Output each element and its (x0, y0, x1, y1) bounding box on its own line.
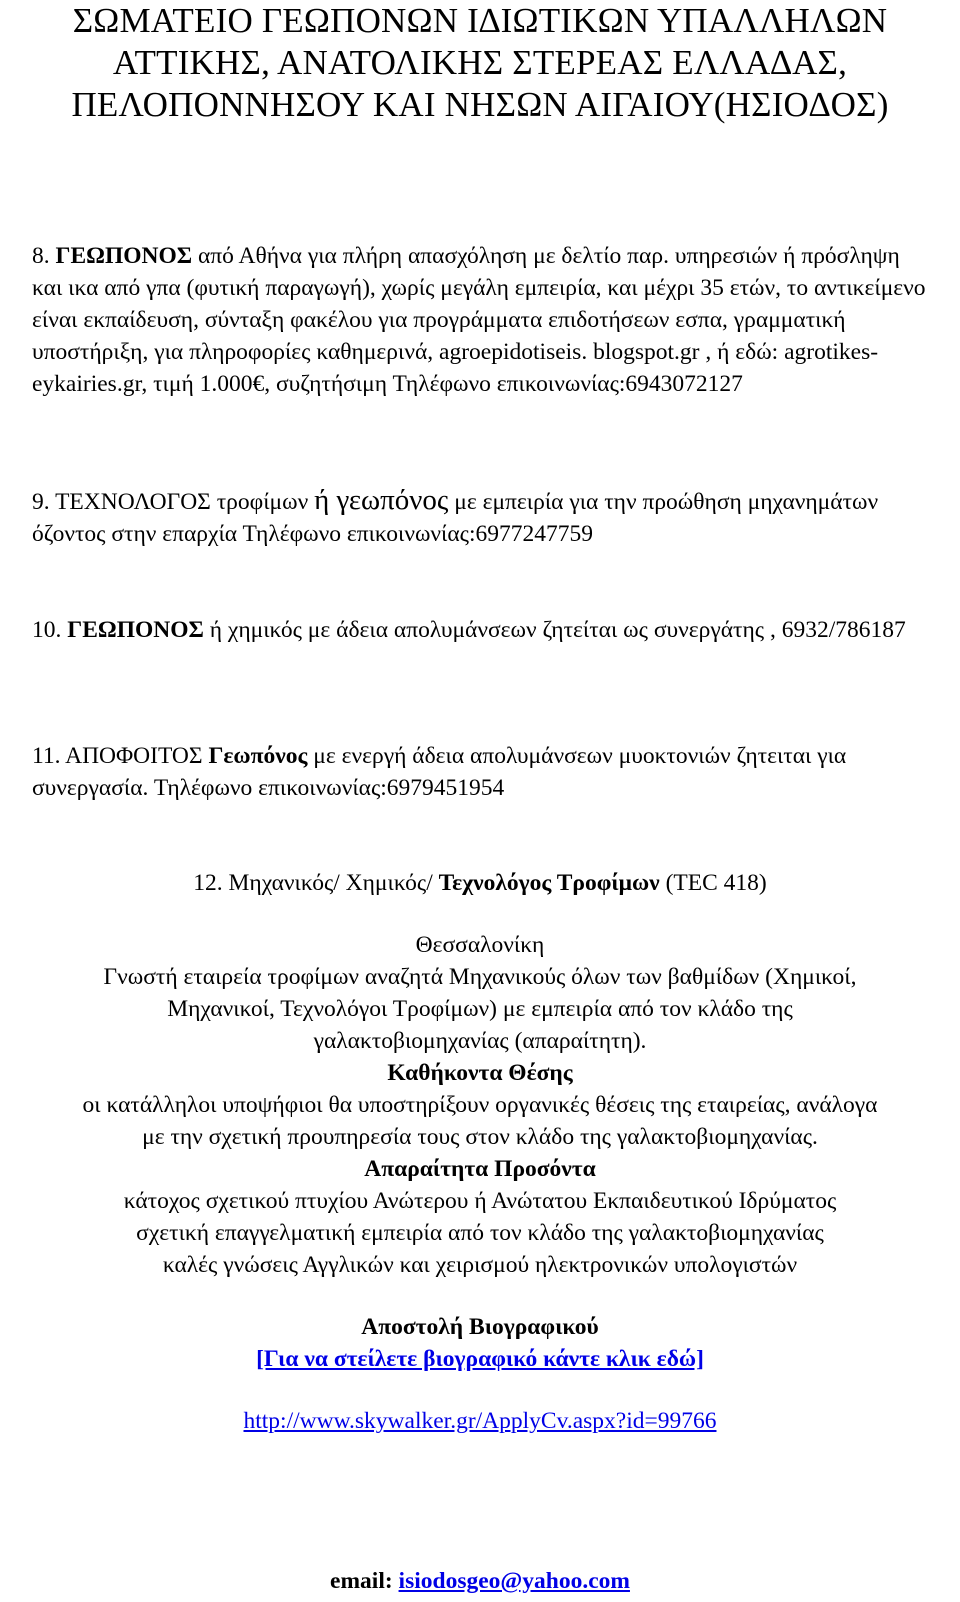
job-12-intro-line: Γνωστή εταιρεία τροφίμων αναζητά Μηχανικούς όλων των βαθμίδων (Χημικοί, (103, 964, 857, 990)
job-12-prefix: 12. Μηχανικός/ Χημικός/ (193, 870, 439, 896)
cv-apply-link[interactable]: [Για να στείλετε βιογραφικό κάντε κλικ εδώ] (256, 1346, 704, 1372)
job-12-code: (TEC 418) (659, 870, 767, 896)
job-title: Γεωπόνος (208, 743, 308, 769)
job-title: ΓΕΩΠΟΝΟΣ (55, 243, 193, 269)
cv-apply-link-row (0, 1343, 960, 1375)
union-title-line-3: ΠΕΛΟΠΟΝΝΗΣΟΥ ΚΑΙ ΝΗΣΩΝ ΑΙΓΑΙΟΥ(ΗΣΙΟ∆ΟΣ) (71, 85, 889, 124)
email-link[interactable]: isiodosgeo@yahoo.com (398, 1568, 630, 1594)
job-item-11 (32, 740, 932, 804)
duties-line: με την σχετική προυπηρεσία τους στον κλάδο της γαλακτοβιομηχανίας. (142, 1124, 818, 1150)
requirement-line: καλές γνώσεις Αγγλικών και χειρισμού ηλεκτρονικών υπολογιστών (162, 1252, 798, 1278)
job-12-intro-line: γαλακτοβιομηχανίας (απαραίτητη). (313, 1028, 647, 1054)
item-number: 8. (32, 243, 50, 269)
apply-url-row (0, 1405, 960, 1437)
job-label: ΑΠΟΦΟΙΤΟΣ (60, 743, 209, 769)
email-label: email: (330, 1568, 393, 1594)
job-item-8 (32, 240, 932, 400)
union-title-line-1: ΣΩΜΑΤΕΙΟ ΓΕΩΠΟΝΩΝ Ι∆ΙΩΤΙΚΩΝ ΥΠΑΛΛΗΛΩΝ (72, 1, 888, 40)
job-description: με εμπειρία για την προώθηση μηχανημάτων όζοντος στην επαρχία Τηλέφωνο επικοινωνίας:6977247759 (32, 489, 879, 547)
job-item-10 (32, 614, 932, 646)
job-description: από Αθήνα για πλήρη απασχόληση με δελτίο παρ. υπηρεσιών ή πρόσληψη και ικα από γπα (φυτική παραγωγή), χωρίς μεγάλη εμπειρία, και μέχρι 35 ετών, το αντικείμενο είναι εκπαίδευση, σύνταξη φακέλου για προγράμματα επιδοτήσεων εσπα, γραμματική υποστήριξη, για πληροφορίες καθημερινά, agroepidotiseis. blogspot.gr , ή εδώ: agrotikes- eykairies.gr, τιμή 1.000€, συζητήσιμη Τηλέφωνο επικοινωνίας:6943072127 (32, 243, 926, 397)
cv-heading: Αποστολή Βιογραφικού (361, 1314, 599, 1340)
job-item-12 (0, 867, 960, 1437)
item-number: 11. (32, 743, 61, 769)
job-description: ή χημικός με άδεια απολυμάνσεων ζητείται ως συνεργάτης , 6932/786187 (203, 617, 906, 643)
requirements-heading: Απαραίτητα Προσόντα (364, 1156, 596, 1182)
job-item-9 (32, 484, 932, 550)
apply-url-link[interactable]: http://www.skywalker.gr/ApplyCv.aspx?id=99766 (243, 1408, 717, 1434)
duties-heading: Καθήκοντα Θέσης (387, 1060, 573, 1086)
job-title: ΓΕΩΠΟΝΟΣ (67, 617, 204, 643)
job-12-intro-line: Μηχανικοί, Τεχνολόγοι Τροφίμων) με εμπειρία από τον κλάδο της (167, 996, 793, 1022)
job-12-title (0, 867, 960, 899)
item-number: 10. (32, 617, 62, 643)
union-title-line-2: ΑΤΤΙΚΗΣ, ΑΝΑΤΟΛΙΚΗΣ ΣΤΕΡΕΑΣ ΕΛΛΑ∆ΑΣ, (112, 43, 848, 82)
union-title (0, 0, 960, 126)
requirement-line: κάτοχος σχετικού πτυχίου Ανώτερου ή Ανώτατου Εκπαιδευτικού Ιδρύματος (123, 1188, 837, 1214)
contact-email (0, 1565, 960, 1597)
job-title-emphasis: ή γεωπόνος (314, 484, 449, 516)
job-12-city: Θεσσαλονίκη (415, 932, 545, 958)
job-title: ΤΕΧΝΟΛΟΓΟΣ τροφίμων (49, 489, 315, 515)
duties-line: οι κατάλληλοι υποψήφιοι θα υποστηρίξουν οργανικές θέσεις της εταιρείας, ανάλογα (82, 1092, 878, 1118)
job-12-role: Τεχνολόγος Τροφίμων (438, 870, 660, 896)
item-number: 9. (32, 489, 50, 515)
job-description: με ενεργή άδεια απολυμάνσεων μυοκτονιών ζητειται για συνεργασία. Τηλέφωνο επικοινωνίας:6979451954 (32, 743, 847, 801)
requirement-line: σχετική επαγγελματική εμπειρία από τον κλάδο της γαλακτοβιομηχανίας (136, 1220, 824, 1246)
